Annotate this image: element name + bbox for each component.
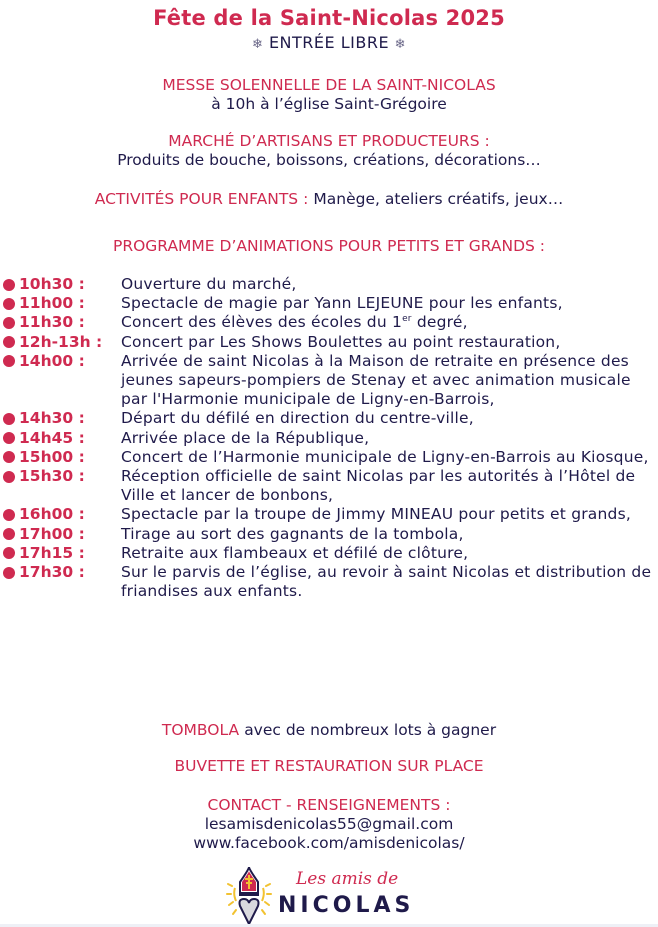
bullet-icon — [3, 336, 15, 348]
messe-section — [0, 76, 658, 114]
programme-time: 16h00 : — [19, 505, 85, 524]
bullet-icon — [3, 413, 15, 425]
programme-item — [3, 429, 653, 448]
bullet-icon — [3, 355, 15, 367]
programme-item — [3, 275, 653, 294]
buvette-section — [0, 757, 658, 776]
programme-time: 12h-13h : — [19, 332, 103, 351]
activites-heading: ACTIVITÉS POUR ENFANTS : — [94, 190, 309, 208]
logo — [226, 866, 426, 926]
page-title: Fête de la Saint-Nicolas 2025 — [153, 6, 505, 30]
activites-detail: Manège, ateliers créatifs, jeux… — [313, 190, 564, 208]
marche-section — [0, 132, 658, 170]
programme-time: 17h15 : — [19, 543, 85, 562]
logo-wordmark: NICOLAS — [278, 893, 415, 918]
bullet-icon — [3, 471, 15, 483]
entry-libre — [0, 33, 658, 52]
messe-heading: MESSE SOLENNELLE DE LA SAINT-NICOLAS — [162, 76, 496, 94]
desc-text: Concert des élèves des écoles du 1 — [121, 313, 403, 332]
bullet-icon — [3, 451, 15, 463]
programme-item — [3, 409, 653, 428]
programme-list — [3, 275, 653, 601]
messe-detail: à 10h à l’église Saint-Grégoire — [211, 95, 447, 113]
programme-time: 17h30 : — [19, 563, 85, 582]
programme-desc: Réception officielle de saint Nicolas par les autorités à l’Hôtel de Ville et lancer de bonbons, — [121, 467, 636, 505]
programme-desc: Ouverture du marché, — [121, 275, 297, 293]
programme-item — [3, 525, 653, 544]
bullet-icon — [3, 528, 15, 540]
programme-desc: Arrivée place de la République, — [121, 428, 370, 447]
buvette-heading: BUVETTE ET RESTAURATION SUR PLACE — [174, 757, 484, 775]
marche-heading: MARCHÉ D’ARTISANS ET PRODUCTEURS : — [168, 132, 490, 150]
programme-item — [3, 352, 653, 410]
programme-desc: Concert de l’Harmonie municipale de Ligny-en-Barrois au Kiosque, — [121, 447, 649, 466]
contact-facebook[interactable]: www.facebook.com/amisdenicolas/ — [193, 834, 465, 852]
programme-time: 17h00 : — [19, 524, 85, 543]
programme-item — [3, 294, 653, 313]
programme-desc: Sur le parvis de l’église, au revoir à saint Nicolas et distribution de friandises aux enfants. — [121, 563, 652, 601]
programme-time: 10h30 : — [19, 275, 85, 293]
activites-section — [0, 189, 658, 209]
snowflake-icon: ❄ — [394, 37, 407, 52]
programme-desc: Tirage au sort des gagnants de la tombola, — [121, 524, 464, 543]
desc-text: degré, — [411, 313, 468, 332]
programme-heading: PROGRAMME D’ANIMATIONS POUR PETITS ET GRANDS : — [112, 237, 545, 255]
bullet-icon — [3, 432, 15, 444]
programme-time: 14h00 : — [19, 351, 85, 370]
entry-label: ENTRÉE LIBRE — [268, 33, 390, 52]
programme-desc: Concert par Les Shows Boulettes au point restauration, — [121, 332, 561, 351]
programme-time: 15h30 : — [19, 467, 85, 486]
programme-desc: Spectacle de magie par Yann LEJEUNE pour les enfants, — [121, 294, 563, 313]
programme-item — [3, 333, 653, 352]
programme-item — [3, 563, 653, 601]
bullet-icon — [3, 279, 15, 291]
programme-desc: Départ du défilé en direction du centre-ville, — [121, 409, 474, 428]
logo-script-text: Les amis de — [296, 869, 399, 889]
programme-item — [3, 505, 653, 524]
programme-time: 11h30 : — [19, 313, 85, 332]
programme-item — [3, 544, 653, 563]
programme-desc: Arrivée de saint Nicolas à la Maison de retraite en présence des jeunes sapeurs-pompiers de Stenay et avec animation musicale par l'Harmonie municipale de Ligny-en-Barrois, — [121, 351, 631, 409]
bullet-icon — [3, 567, 15, 579]
programme-time: 11h00 : — [19, 294, 85, 313]
programme-item — [3, 448, 653, 467]
tombola-heading: TOMBOLA — [161, 721, 240, 739]
programme-desc: Retraite aux flambeaux et défilé de clôture, — [121, 543, 469, 562]
tombola-section — [0, 720, 658, 740]
snowflake-icon: ❄ — [251, 37, 264, 52]
contact-heading: CONTACT - RENSEIGNEMENTS : — [207, 796, 451, 814]
programme-time: 14h45 : — [19, 428, 85, 447]
programme-time: 14h30 : — [19, 409, 85, 428]
programme-desc: Spectacle par la troupe de Jimmy MINEAU pour petits et grands, — [121, 505, 631, 524]
programme-item — [3, 313, 653, 332]
programme-time: 15h00 : — [19, 447, 85, 466]
marche-detail: Produits de bouche, boissons, créations, décorations… — [117, 151, 541, 169]
programme-item — [3, 467, 653, 505]
contact-section — [0, 796, 658, 853]
bullet-icon — [3, 298, 15, 310]
bullet-icon — [3, 317, 15, 329]
programme-desc — [121, 313, 653, 332]
bullet-icon — [3, 547, 15, 559]
programme-section — [0, 237, 658, 256]
contact-email[interactable]: lesamisdenicolas55@gmail.com — [204, 815, 454, 833]
ordinal-superscript: er — [402, 314, 412, 325]
bishop-heart-icon — [226, 866, 276, 926]
tombola-detail: avec de nombreux lots à gagner — [244, 721, 497, 739]
bullet-icon — [3, 509, 15, 521]
